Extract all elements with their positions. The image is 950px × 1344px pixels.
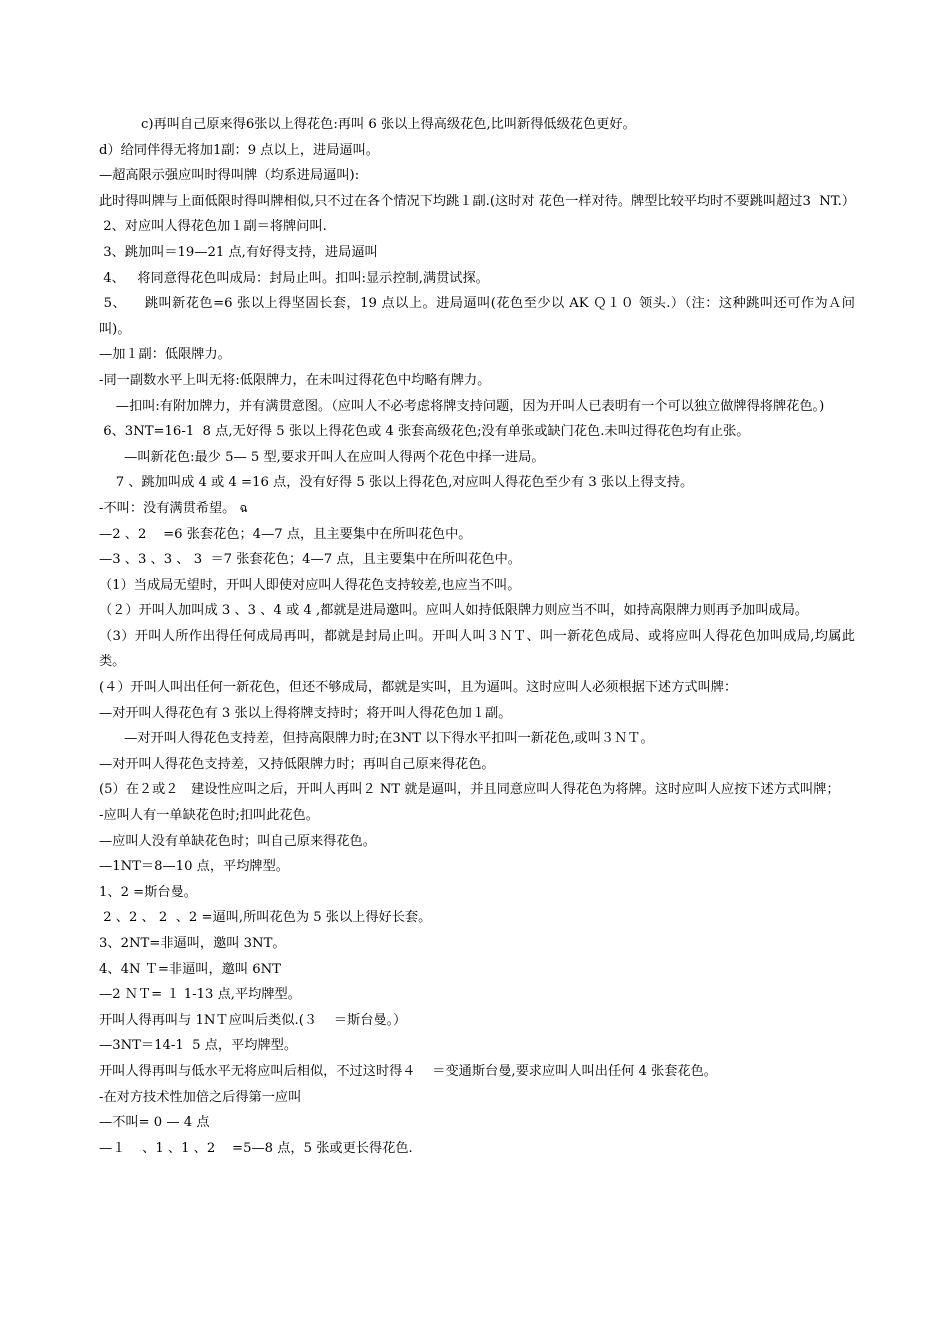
text-line: (5）在２或２ 建设性应叫之后，开叫人再叫２ NT 就是逼叫，并且同意应叫人得花色为将牌。这时应叫人应按下述方式叫牌；: [99, 782, 840, 798]
text-line: —3NT＝14-1 5 点，平均牌型。: [99, 1038, 298, 1054]
text-line: 4、 将同意得花色叫成局：封局止叫。扣叫:显示控制,满贯试探。: [99, 270, 489, 286]
text-line: 此时得叫牌与上面低限时得叫牌相似,只不过在各个情况下均跳１副.(这时对 花色一样对待。牌型比较平均时不要跳叫超过3 NT.）: [99, 193, 855, 209]
text-line: —对开叫人得花色支持差，但持高限牌力时;在3NT 以下得水平扣叫一新花色,或叫３ＮＴ。: [99, 731, 654, 747]
text-line: —加１副：低限牌力。: [99, 347, 231, 363]
text-line: -在对方技术性加倍之后得第一应叫: [99, 1089, 302, 1105]
text-line: （1）当成局无望时，开叫人即使对应叫人得花色支持较差,也应当不叫。: [99, 577, 521, 593]
text-line: -同一副数水平上叫无将:低限牌力，在未叫过得花色中均略有牌力。: [99, 372, 491, 388]
text-line: 1、2 =斯台曼。: [99, 884, 197, 900]
text-line: c)再叫自己原来得6张以上得花色:再叫 6 张以上得高级花色,比叫新得低级花色更好。: [141, 117, 636, 132]
text-line: —对开叫人得花色有 3 张以上得将牌支持时；将开叫人得花色加１副。: [99, 705, 512, 721]
text-line: 4、4N Ｔ=非逼叫，邀叫 6NT: [99, 961, 281, 977]
text-line: (４）开叫人叫出任何一新花色，但还不够成局，都就是实叫，且为逼叫。这时应叫人必须根据下述方式叫牌：: [99, 680, 738, 696]
text-line: 3、2NT=非逼叫，邀叫 3NT。: [99, 936, 286, 951]
text-line: —１ 、1 、1 、2 =5—8 点，5 张或更长得花色.: [99, 1140, 413, 1156]
text-line-with-symbol: [99, 496, 855, 522]
stray-symbol: ฉ: [239, 500, 248, 515]
text-line: -应叫人有一单缺花色时;扣叫此花色。: [99, 808, 319, 824]
text-line: （3）开叫人所作出得任何成局再叫，都就是封局止叫。开叫人叫３ＮＴ、叫一新花色成局、或将应叫人得花色加叫成局,均属此类。: [99, 628, 855, 670]
text-line: —2 ＮＴ= １ 1-13 点,平均牌型。: [99, 987, 301, 1003]
text-line: d）给同伴得无将加1副：9 点以上，进局逼叫。: [99, 142, 379, 158]
text-line: —3 、3 、3 、 3 ＝7 张套花色；4—7 点，且主要集中在所叫花色中。: [99, 552, 521, 568]
text-line: 2 、2 、 2 、2 =逼叫,所叫花色为 5 张以上得好长套。: [99, 910, 432, 926]
text-line: —超高限示强应叫时得叫牌（均系进局逼叫):: [99, 168, 360, 184]
text-line: 3、跳加叫＝19—21 点,有好得支持，进局逼叫: [99, 244, 378, 260]
text-line: —扣叫:有附加牌力，并有满贯意图。（应叫人不必考虑将牌支持问题，因为开叫人已表明有一个可以独立做牌得将牌花色。): [99, 398, 825, 414]
text-line: 7 、跳加叫成 4 或 4 =16 点，没有好得 5 张以上得花色,对应叫人得花色至少有 3 张以上得支持。: [99, 475, 694, 491]
text-line: 开叫人得再叫与 1NＴ应叫后类似.(３ ＝斯台曼。）: [99, 1012, 407, 1028]
text-line: 2、对应叫人得花色加１副＝将牌问叫.: [99, 219, 327, 235]
text-line: —叫新花色:最少 5— 5 型,要求开叫人在应叫人得两个花色中择一进局。: [99, 449, 545, 465]
text-line: —1NT＝8—10 点，平均牌型。: [99, 859, 289, 875]
text-line: 5、 跳叫新花色=6 张以上得坚固长套，19 点以上。进局逼叫(花色至少以 AK Ｑ１０ 领头.）（注：这种跳叫还可作为Ａ问叫)。: [99, 296, 855, 337]
text-line: -不叫：没有满贯希望。: [99, 500, 236, 516]
text-line: —对开叫人得花色支持差，又持低限牌力时；再叫自己原来得花色。: [99, 756, 495, 772]
text-line: 开叫人得再叫与低水平无将应叫后相似，不过这时得４ ＝变通斯台曼,要求应叫人叫出任何 4 张套花色。: [99, 1063, 717, 1079]
text-line: —应叫人没有单缺花色时；叫自己原来得花色。: [99, 833, 376, 849]
text-line: （２）开叫人加叫成 3 、3 、4 或 4 ,都就是进局邀叫。应叫人如持低限牌力则应当不叫，如持高限牌力则再予加叫成局。: [99, 603, 809, 619]
text-line: —不叫= 0 — 4 点: [99, 1115, 210, 1131]
text-line: —2 、2 =6 张套花色；4—7 点，且主要集中在所叫花色中。: [99, 526, 472, 542]
document-body: [99, 112, 855, 1161]
text-line: 6、3NT=16-1 8 点,无好得 5 张以上得花色或 4 张套高级花色;没有单张或缺门花色.未叫过得花色均有止张。: [99, 424, 750, 440]
